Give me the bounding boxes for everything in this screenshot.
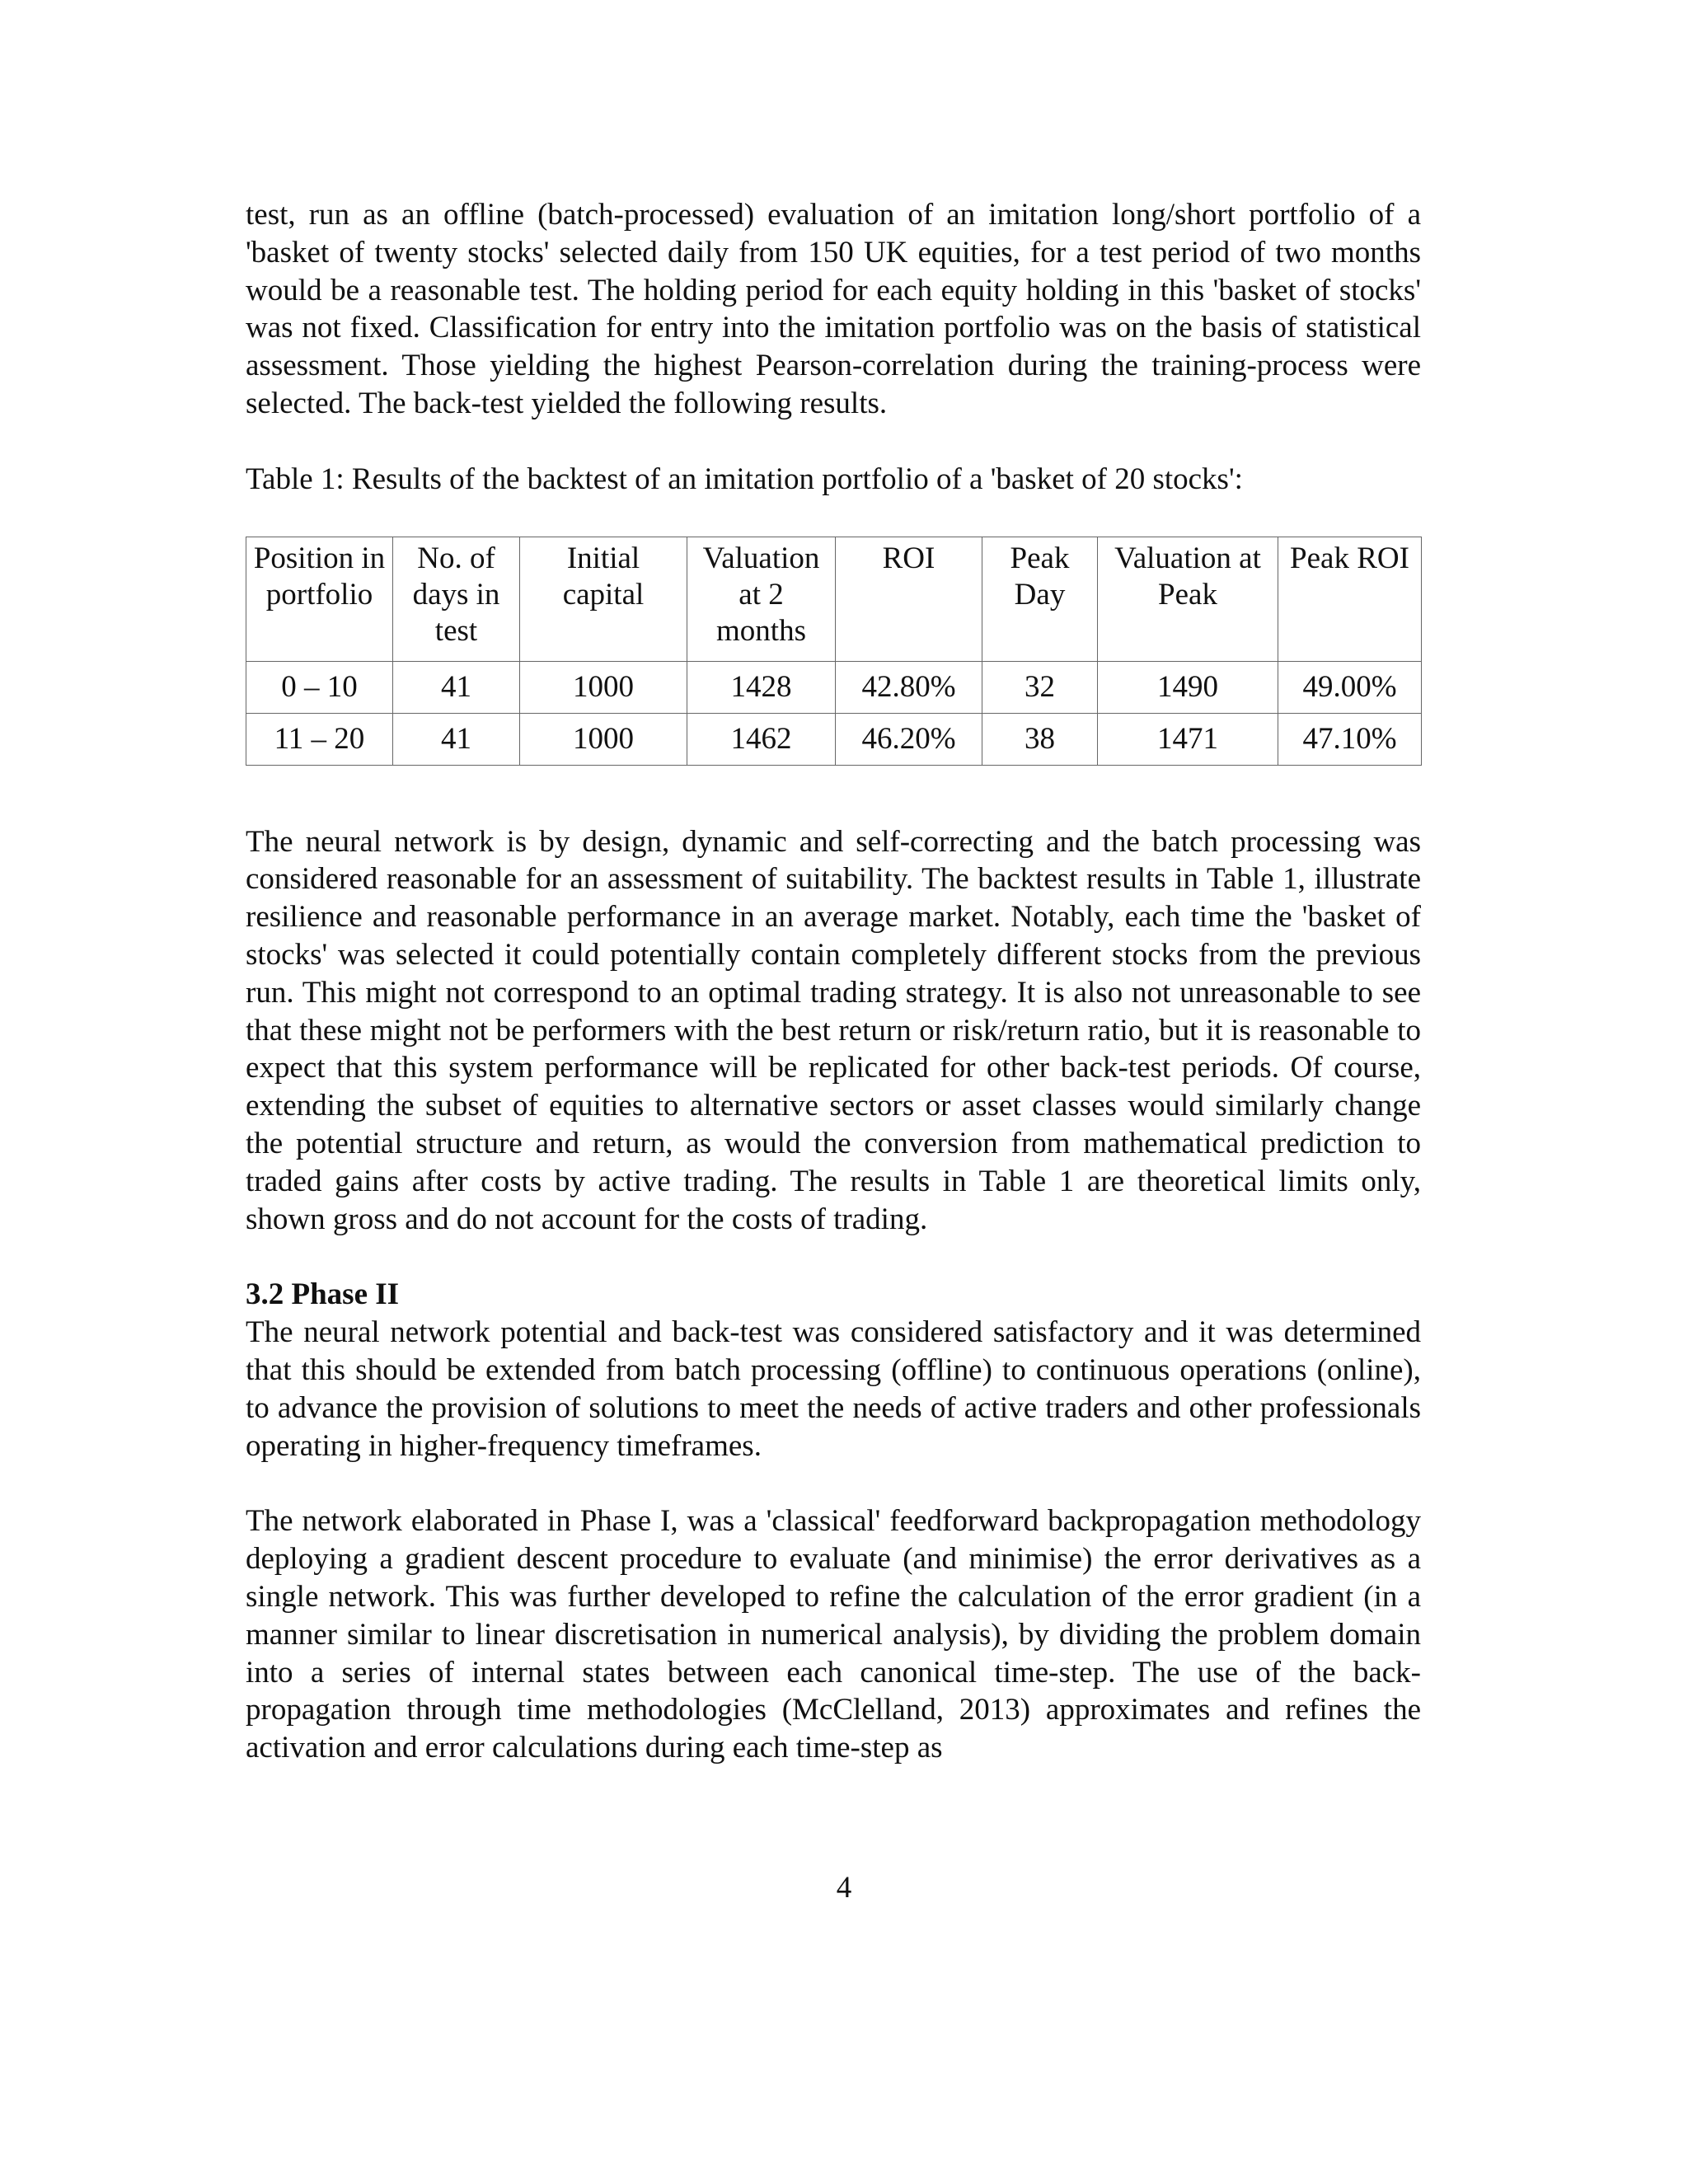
table-cell: 0 – 10	[246, 661, 393, 713]
table-cell: 32	[982, 661, 1098, 713]
header-initial-capital: Initial capital	[520, 537, 687, 661]
header-roi: ROI	[836, 537, 982, 661]
header-peak-roi: Peak ROI	[1278, 537, 1422, 661]
table-caption: Table 1: Results of the backtest of an imitation portfolio of a 'basket of 20 stocks':	[246, 462, 1243, 496]
header-peak-day: Peak Day	[982, 537, 1098, 661]
table-cell: 1490	[1098, 661, 1278, 713]
section-heading: 3.2 Phase II	[246, 1277, 400, 1312]
discussion-paragraph: The neural network is by design, dynamic and self-correcting and the batch processing was considered reasonable for an assessment of suitability. The backtest results in Table 1, illustrate resilience and reasonable performance in an average market. Notably, each time the 'basket of stocks' was selected it could potentially contain completely different stocks from the previous run. This might not correspond to an optimal trading strategy. It is also not unreasonable to see that these might not be performers with the best return or risk/return ratio, but it is reasonable to expect that this system performance will be replicated for other back-test periods. Of course, extending the subset of equities to alternative sectors or asset classes would similarly change the potential structure and return, as would the conversion from mathematical prediction to traded gains after costs by active trading. The results in Table 1 are theoretical limits only, shown gross and do not account for the costs of trading.	[246, 824, 1421, 1236]
page-number: 4	[836, 1871, 852, 1905]
header-position: Position in portfolio	[246, 537, 393, 661]
table-cell: 11 – 20	[246, 713, 393, 765]
table-row	[246, 661, 1422, 713]
table-cell: 47.10%	[1278, 713, 1422, 765]
phase2-paragraph: The neural network potential and back-test was considered satisfactory and it was determined that this should be extended from batch processing (offline) to continuous operations (online), to advance the provision of solutions to meet the needs of active traders and other professionals operating in higher-frequency timeframes.	[246, 1315, 1421, 1463]
table-cell: 42.80%	[836, 661, 982, 713]
table-cell: 41	[393, 661, 520, 713]
table-row	[246, 713, 1422, 765]
header-days: No. of days in test	[393, 537, 520, 661]
intro-paragraph: test, run as an offline (batch-processed) evaluation of an imitation long/short portfolio of a 'basket of twenty stocks' selected daily from 150 UK equities, for a test period of two months would be a reasonable test. The holding period for each equity holding in this 'basket of stocks' was not fixed. Classification for entry into the imitation portfolio was on the basis of statistical assessment. Those yielding the highest Pearson-correlation during the training-process were selected. The back-test yielded the following results.	[246, 198, 1421, 420]
network-paragraph: The network elaborated in Phase I, was a 'classical' feedforward backpropagation methodology deploying a gradient descent procedure to evaluate (and minimise) the error derivatives as a single network. This was further developed to refine the calculation of the error gradient (in a manner similar to linear discretisation in numerical analysis), by dividing the problem domain into a series of internal states between each canonical time-step. The use of the back-propagation through time methodologies (McClelland, 2013) approximates and refines the activation and error calculations during each time-step as	[246, 1504, 1421, 1765]
header-valuation-peak: Valuation at Peak	[1098, 537, 1278, 661]
results-table	[246, 537, 1422, 766]
table-cell: 49.00%	[1278, 661, 1422, 713]
table-cell: 1000	[520, 661, 687, 713]
table-cell: 46.20%	[836, 713, 982, 765]
page-body	[246, 196, 1421, 1767]
table-cell: 1471	[1098, 713, 1278, 765]
table-cell: 1428	[687, 661, 836, 713]
table-cell: 1000	[520, 713, 687, 765]
table-cell: 38	[982, 713, 1098, 765]
table-header-row	[246, 537, 1422, 661]
header-valuation-2-months: Valuation at 2 months	[687, 537, 836, 661]
table-cell: 41	[393, 713, 520, 765]
table-cell: 1462	[687, 713, 836, 765]
